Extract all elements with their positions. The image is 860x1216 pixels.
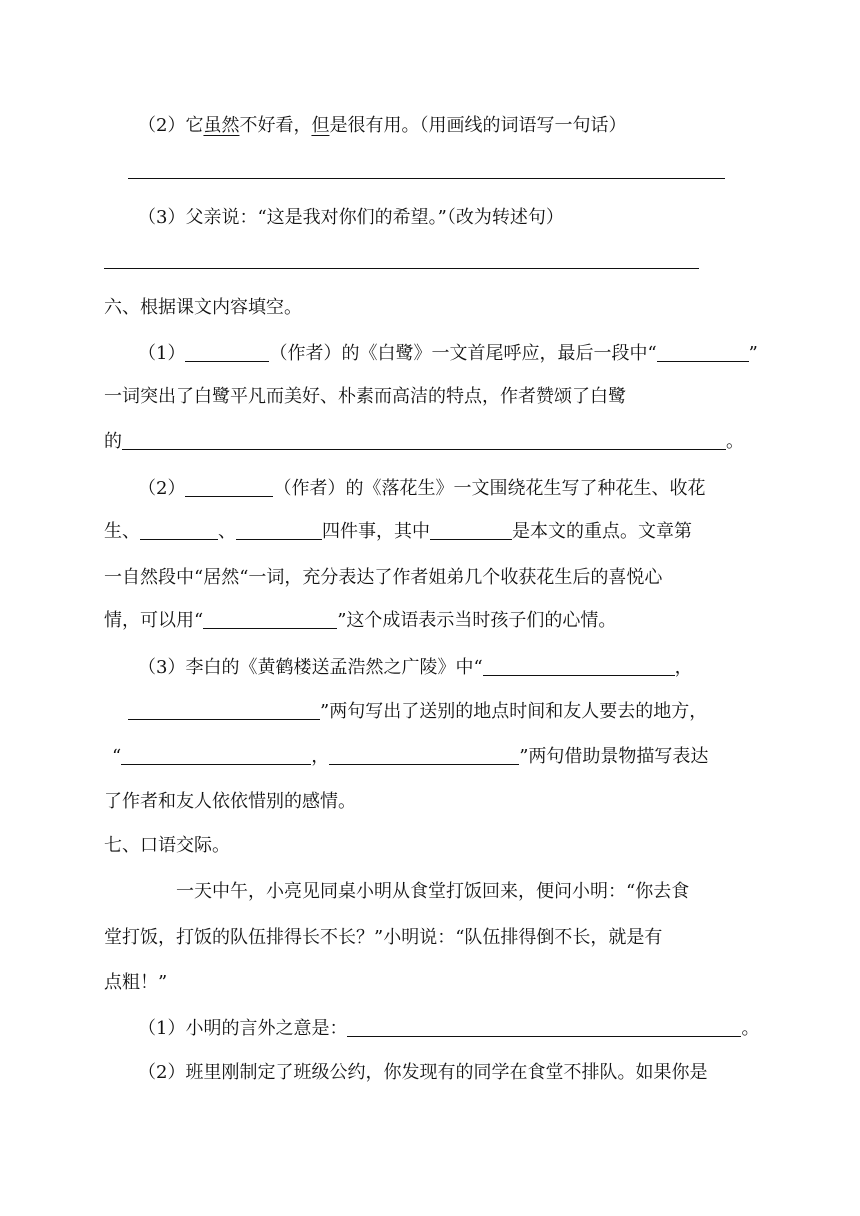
q5-item2-post: 是很有用。（用画线的词语写一句话） xyxy=(329,115,627,136)
q6-p2-line3: 一自然段中“居然“一词，充分表达了作者姐弟几个收获花生后的喜悦心 xyxy=(104,567,663,588)
q5-item2-underlined-1: 虽然 xyxy=(203,115,240,136)
q6-p2-l4a: 情，可以用“ xyxy=(104,610,204,631)
q6-p3-poem-blank-3[interactable] xyxy=(121,744,311,765)
q6-p3-poem-blank-4[interactable] xyxy=(329,744,519,765)
q6-p2-b: （作者）的《落花生》一文围绕花生写了种花生、收花 xyxy=(273,478,706,499)
q6-p2-line1 xyxy=(138,476,705,502)
q6-p3-poem-blank-1[interactable] xyxy=(483,655,675,676)
q6-p3-line3 xyxy=(112,744,708,770)
q6-p1-l3b: 。 xyxy=(726,431,744,452)
q7-item2: （2）班里刚制定了班级公约，你发现有的同学在食堂不排队。如果你是 xyxy=(138,1062,708,1083)
q6-title: 六、根据课文内容填空。 xyxy=(104,297,302,318)
q6-p2-line2 xyxy=(104,519,692,545)
q6-p1-word-blank[interactable] xyxy=(657,341,749,362)
q6-p2-focus-blank[interactable] xyxy=(430,519,512,540)
q7-item1-b: 。 xyxy=(741,1018,760,1039)
q6-p2-a: （2） xyxy=(138,478,186,499)
q6-p3-b: ， xyxy=(674,657,693,678)
q5-item2 xyxy=(138,113,626,139)
q6-p1-line3 xyxy=(104,429,744,455)
q6-p2-idiom-blank[interactable] xyxy=(203,608,337,629)
q6-p1-line1 xyxy=(138,341,758,367)
q7-item1 xyxy=(138,1016,759,1042)
q6-p2-event-blank-2[interactable] xyxy=(236,519,322,540)
q5-item3-answer-line[interactable] xyxy=(104,268,699,269)
q5-item3: （3）父亲说：“这是我对你们的希望。”（改为转述句） xyxy=(138,207,564,228)
q6-p2-l2c: 四件事，其中 xyxy=(322,521,430,542)
q6-p1-line2: 一词突出了白鹭平凡而美好、朴素而高洁的特点，作者赞颂了白鹭 xyxy=(104,386,626,407)
q6-p3-l3a: “ xyxy=(112,746,122,767)
q7-title: 七、口语交际。 xyxy=(104,835,230,856)
q6-p3-poem-blank-2[interactable] xyxy=(128,699,320,720)
q6-p1-c: ” xyxy=(748,343,758,364)
q6-p2-l2d: 是本文的重点。文章第 xyxy=(512,521,692,542)
q6-p2-l4b: ”这个成语表示当时孩子们的心情。 xyxy=(337,610,617,631)
q6-p1-b: （作者）的《白鹭》一文首尾呼应，最后一段中“ xyxy=(269,343,657,364)
q5-item2-mid: 不好看， xyxy=(239,115,312,136)
q6-p3-line4: 了作者和友人依依惜别的感情。 xyxy=(104,791,356,812)
q6-p2-l2a: 生、 xyxy=(104,521,140,542)
q5-item2-pre: （2）它 xyxy=(138,115,204,136)
q7-story-line1: 一天中午，小亮见同桌小明从食堂打饭回来，便问小明：“你去食 xyxy=(176,881,690,902)
q6-p3-l3b: ， xyxy=(311,746,330,767)
q6-p1-praise-blank[interactable] xyxy=(122,429,726,450)
q6-p3-l2: ”两句写出了送别的地点时间和友人要去的地方， xyxy=(320,701,708,722)
q7-item1-answer-blank[interactable] xyxy=(347,1016,741,1037)
q6-p2-event-blank-1[interactable] xyxy=(140,519,218,540)
q6-p3-line1 xyxy=(138,655,693,681)
q7-story-line2: 堂打饭，打饭的队伍排得长不长？”小明说：“队伍排得倒不长，就是有 xyxy=(104,927,663,948)
q6-p2-author-blank[interactable] xyxy=(185,476,273,497)
q6-p3-line2 xyxy=(128,699,707,725)
q6-p3-a: （3）李白的《黄鹤楼送孟浩然之广陵》中“ xyxy=(138,657,483,678)
q6-p1-a: （1） xyxy=(138,343,186,364)
q7-item1-a: （1）小明的言外之意是： xyxy=(138,1018,348,1039)
q7-story-line3: 点粗！” xyxy=(104,972,168,993)
q5-item2-underlined-2: 但 xyxy=(311,115,330,136)
q6-p1-l3a: 的 xyxy=(104,431,122,452)
q6-p2-l2b: 、 xyxy=(218,521,236,542)
q6-p2-line4 xyxy=(104,608,616,634)
q6-p3-l3c: ”两句借助景物描写表达 xyxy=(519,746,709,767)
q6-p1-author-blank[interactable] xyxy=(185,341,269,362)
q5-item2-answer-line[interactable] xyxy=(128,178,725,179)
